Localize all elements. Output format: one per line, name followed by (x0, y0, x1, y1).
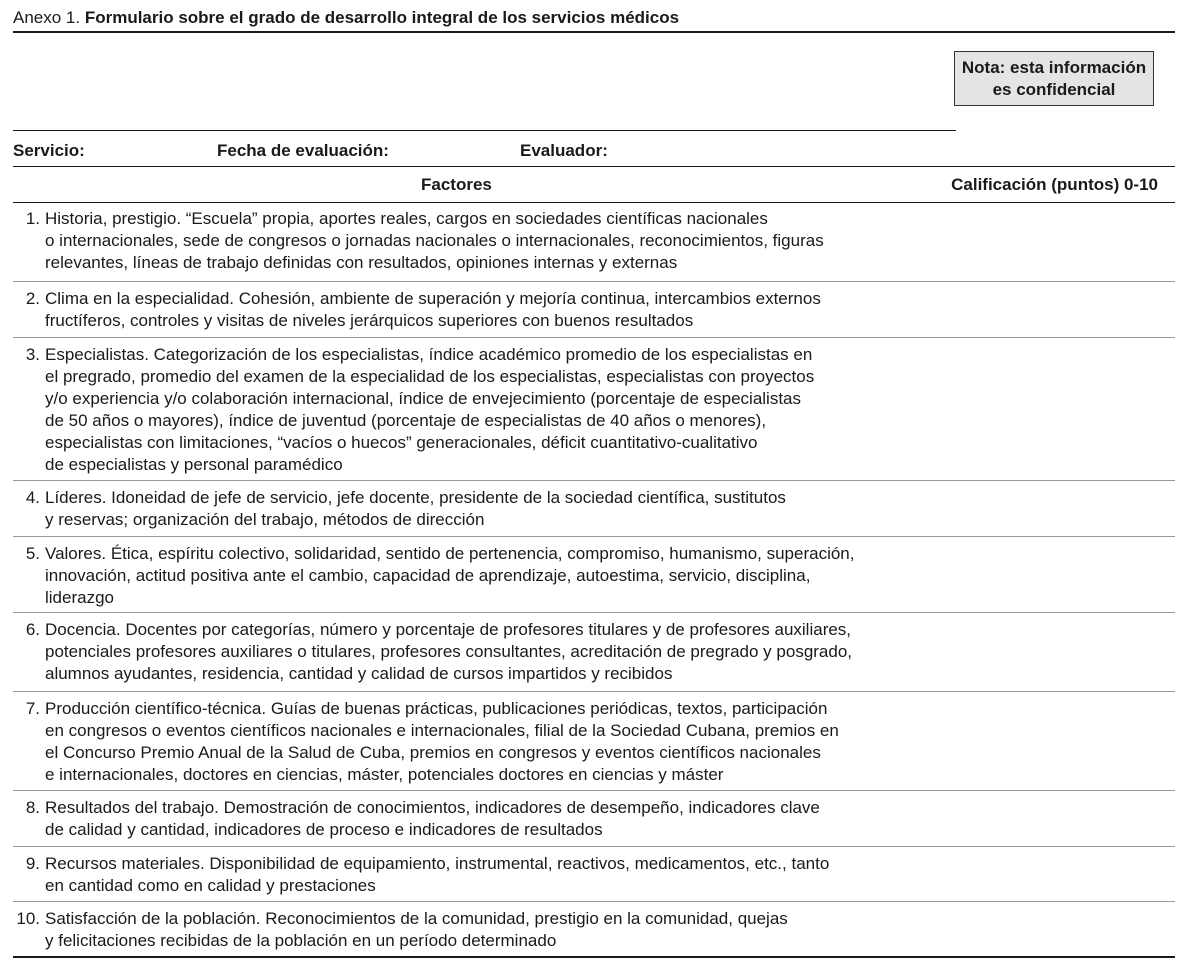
factor-row (13, 536, 1175, 612)
factor-row (13, 202, 1175, 281)
factor-row (13, 281, 1175, 337)
factor-line: Recursos materiales. Disponibilidad de equipamiento, instrumental, reactivos, medicamentos, etc., tanto (45, 854, 830, 873)
factor-line: especialistas con limitaciones, “vacíos o huecos” generacionales, déficit cuantitativo-cualitativo (45, 433, 758, 452)
factor-text (45, 543, 854, 609)
factor-text (45, 344, 814, 476)
factor-line: el pregrado, promedio del examen de la especialidad de los especialistas, especialistas con proyectos (45, 367, 815, 386)
factor-row (13, 846, 1175, 901)
factor-number: 10. (16, 909, 40, 928)
factor-row (13, 337, 1175, 480)
factor-row (13, 901, 1175, 956)
factor-line: y/o experiencia y/o colaboración internacional, índice de envejecimiento (porcentaje de especialistas (45, 389, 802, 408)
factor-text (45, 619, 852, 685)
factor-number: 9. (25, 854, 40, 873)
factor-number: 8. (25, 798, 40, 817)
factor-line: en cantidad como en calidad y prestaciones (45, 876, 376, 895)
factor-line: Producción científico-técnica. Guías de buenas prácticas, publicaciones periódicas, textos, participación (45, 699, 828, 718)
factor-row (13, 790, 1175, 846)
factors-table-body (13, 202, 1175, 958)
header-rule (13, 130, 956, 131)
factor-line: de 50 años o mayores), índice de juventud (porcentaje de especialistas de 40 años o menores), (45, 411, 767, 430)
factor-line: relevantes, líneas de trabajo definidas con resultados, opiniones internas y externas (45, 253, 678, 272)
factor-number: 1. (25, 209, 40, 228)
factor-text (45, 698, 839, 786)
factor-text (45, 853, 829, 897)
factor-line: en congresos o eventos científicos nacionales e internacionales, filial de la Sociedad Cubana, premios en (45, 721, 839, 740)
confidential-note (954, 51, 1154, 106)
factor-line: de calidad y cantidad, indicadores de proceso e indicadores de resultados (45, 820, 603, 839)
factor-text (45, 908, 788, 952)
evaluador-label: Evaluador: (520, 141, 608, 160)
factor-text (45, 797, 820, 841)
factor-line: innovación, actitud positiva ante el cambio, capacidad de aprendizaje, autoestima, servicio, disciplina, (45, 566, 811, 585)
factor-line: Historia, prestigio. “Escuela” propia, aportes reales, cargos en sociedades científicas nacionales (45, 209, 768, 228)
factor-line: y felicitaciones recibidas de la población en un período determinado (45, 931, 557, 950)
factor-line: liderazgo (45, 588, 114, 607)
factor-line: Clima en la especialidad. Cohesión, ambiente de superación y mejoría continua, intercambios externos (45, 289, 821, 308)
factor-number: 6. (25, 620, 40, 639)
annex-title (13, 7, 1175, 33)
factor-row (13, 691, 1175, 790)
factor-line: alumnos ayudantes, residencia, cantidad y calidad de cursos impartidos y recibidos (45, 664, 673, 683)
servicio-label: Servicio: (13, 141, 85, 160)
factor-line: Resultados del trabajo. Demostración de conocimientos, indicadores de desempeño, indicadores clave (45, 798, 820, 817)
factor-line: Líderes. Idoneidad de jefe de servicio, jefe docente, presidente de la sociedad científica, sustitutos (45, 488, 786, 507)
calificacion-column-header: Calificación (puntos) 0-10 (951, 175, 1158, 194)
factor-number: 3. (25, 345, 40, 364)
factor-row (13, 480, 1175, 536)
factor-text (45, 288, 821, 332)
factor-line: e internacionales, doctores en ciencias, máster, potenciales doctores en ciencias y máster (45, 765, 724, 784)
factor-text (45, 487, 786, 531)
factor-line: Satisfacción de la población. Reconocimientos de la comunidad, prestigio en la comunidad, quejas (45, 909, 788, 928)
factor-row (13, 612, 1175, 691)
factor-line: fructíferos, controles y visitas de niveles jerárquicos superiores con buenos resultados (45, 311, 694, 330)
factor-line: Docencia. Docentes por categorías, número y porcentaje de profesores titulares y de profesores auxiliares, (45, 620, 852, 639)
factor-number: 5. (25, 544, 40, 563)
factor-number: 2. (25, 289, 40, 308)
note-line-1: Nota: esta información (961, 57, 1147, 77)
fecha-evaluacion-label: Fecha de evaluación: (217, 141, 389, 160)
factor-text (45, 208, 824, 274)
factor-line: potenciales profesores auxiliares o titulares, profesores consultantes, acreditación de pregrado y posgrado, (45, 642, 853, 661)
form-title: Formulario sobre el grado de desarrollo integral de los servicios médicos (84, 8, 680, 27)
table-header (13, 167, 1175, 203)
form-fields-row (13, 140, 1175, 167)
factor-line: Especialistas. Categorización de los especialistas, índice académico promedio de los especialistas en (45, 345, 813, 364)
note-line-2: es confidencial (992, 79, 1116, 99)
factores-column-header: Factores (421, 175, 492, 194)
factor-line: de especialistas y personal paramédico (45, 455, 343, 474)
factor-line: el Concurso Premio Anual de la Salud de Cuba, premios en congresos y eventos científicos nacionales (45, 743, 821, 762)
factor-line: Valores. Ética, espíritu colectivo, solidaridad, sentido de pertenencia, compromiso, humanismo, superación, (45, 544, 855, 563)
factor-number: 4. (25, 488, 40, 507)
factor-line: y reservas; organización del trabajo, métodos de dirección (45, 510, 485, 529)
annex-label: Anexo 1. (13, 8, 85, 27)
factor-line: o internacionales, sede de congresos o jornadas nacionales o internacionales, reconocimientos, figuras (45, 231, 824, 250)
factor-number: 7. (25, 699, 40, 718)
